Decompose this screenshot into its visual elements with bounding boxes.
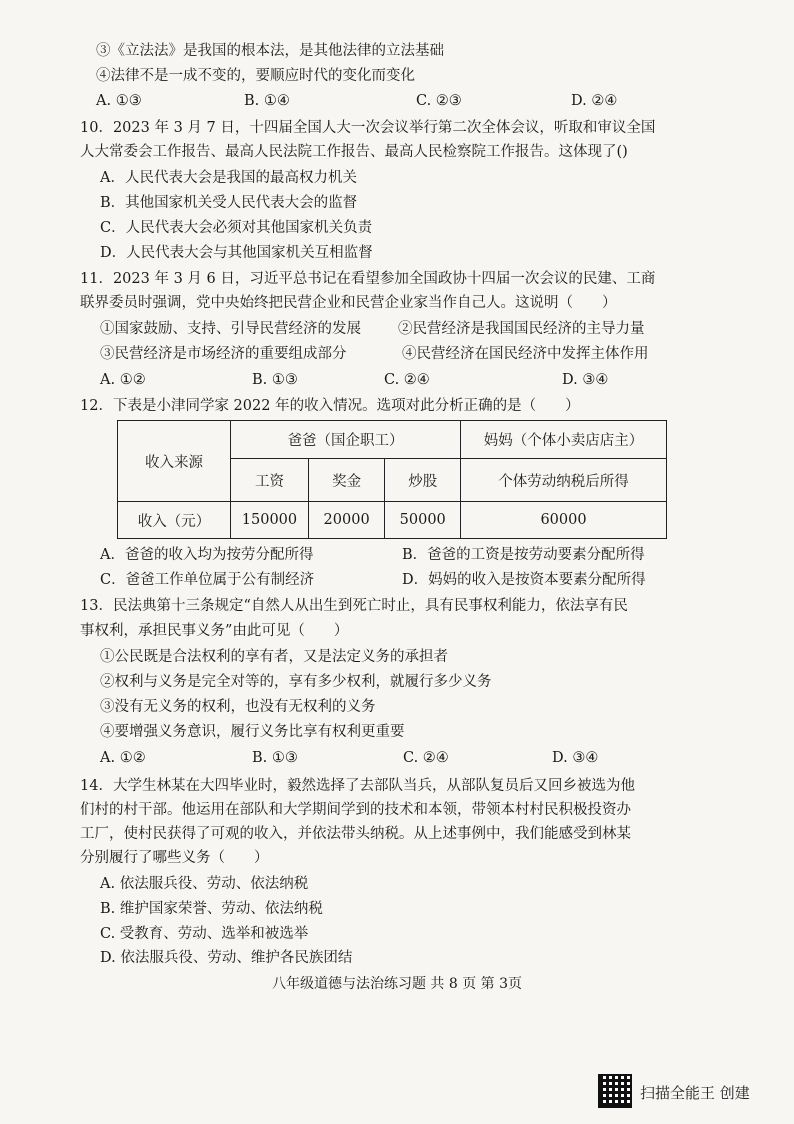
q11-stem-line2: 联界委员时强调，党中央始终把民营企业和民营企业家当作自己人。这说明（ ） bbox=[80, 295, 617, 311]
q13-option-a[interactable]: A. ①② bbox=[100, 750, 146, 766]
q12-option-b[interactable]: B．爸爸的工资是按劳动要素分配所得 bbox=[402, 547, 645, 563]
q13-stem-line1: 13．民法典第十三条规定“自然人从出生到死亡时止，具有民事权利能力，依法享有民 bbox=[80, 598, 628, 614]
table-source-label: 收入来源 bbox=[118, 421, 231, 502]
q14-stem-line1: 14．大学生林某在大四毕业时，毅然选择了去部队当兵，从部队复员后又回乡被选为他 bbox=[80, 778, 635, 794]
q13-item-3: ③没有无义务的权利，也没有无权利的义务 bbox=[100, 699, 376, 715]
q13-item-2: ②权利与义务是完全对等的，享有多少权利，就履行多少义务 bbox=[100, 674, 492, 690]
table-dad-header: 爸爸（国企职工） bbox=[231, 421, 461, 459]
q10-stem-line1: 10．2023 年 3 月 7 日，十四届全国人大一次会议举行第二次全体会议，听取和审议全国 bbox=[80, 120, 656, 136]
q10-option-d[interactable]: D．人民代表大会与其他国家机关互相监督 bbox=[100, 245, 373, 261]
q14-option-d[interactable]: D. 依法服兵役、劳动、维护各民族团结 bbox=[100, 950, 353, 966]
table-subheader-selfemployed: 个体劳动纳税后所得 bbox=[461, 459, 667, 502]
q11-option-c[interactable]: C. ②④ bbox=[384, 372, 430, 388]
q10-option-c[interactable]: C．人民代表大会必须对其他国家机关负责 bbox=[100, 220, 373, 236]
q11-option-d[interactable]: D. ③④ bbox=[562, 372, 609, 388]
bleed-through-artifact bbox=[500, 40, 513, 59]
q14-stem-line3: 工厂，使村民获得了可观的收入，并依法带头纳税。从上述事例中，我们能感受到林某 bbox=[80, 826, 631, 842]
page-footer: 八年级道德与法治练习题 共 8 页 第 3页 bbox=[271, 976, 523, 992]
q9-option-a[interactable]: A. ①③ bbox=[96, 93, 142, 109]
q10-option-b[interactable]: B．其他国家机关受人民代表大会的监督 bbox=[100, 195, 358, 211]
table-value-salary: 150000 bbox=[231, 502, 309, 539]
q11-item-2: ②民营经济是我国国民经济的主导力量 bbox=[398, 321, 645, 337]
table-row-label: 收入（元） bbox=[118, 502, 231, 539]
q10-stem-line2: 人大常委会工作报告、最高人民法院工作报告、最高人民检察院工作报告。这体现了() bbox=[80, 144, 628, 160]
q9-item-3: ③《立法法》是我国的根本法，是其他法律的立法基础 bbox=[96, 43, 444, 59]
q12-option-c[interactable]: C．爸爸工作单位属于公有制经济 bbox=[100, 572, 315, 588]
q13-option-b[interactable]: B. ①③ bbox=[252, 750, 298, 766]
q10-option-a[interactable]: A．人民代表大会是我国的最高权力机关 bbox=[100, 170, 357, 186]
q12-stem: 12．下表是小津同学家 2022 年的收入情况。选项对此分析正确的是（ ） bbox=[80, 398, 580, 414]
q14-option-b[interactable]: B. 维护国家荣誉、劳动、依法纳税 bbox=[100, 901, 323, 917]
q9-option-d[interactable]: D. ②④ bbox=[571, 93, 618, 109]
q11-option-b[interactable]: B. ①③ bbox=[252, 372, 298, 388]
q9-option-c[interactable]: C. ②③ bbox=[416, 93, 462, 109]
qr-code-icon bbox=[598, 1074, 632, 1108]
q9-option-b[interactable]: B. ①④ bbox=[244, 93, 290, 109]
q9-item-4: ④法律不是一成不变的，要顺应时代的变化而变化 bbox=[96, 68, 415, 84]
q14-option-c[interactable]: C. 受教育、劳动、选举和被选举 bbox=[100, 926, 309, 942]
table-value-stocks: 50000 bbox=[385, 502, 461, 539]
q12-option-d[interactable]: D．妈妈的收入是按资本要素分配所得 bbox=[402, 572, 646, 588]
income-table bbox=[117, 420, 667, 539]
q11-stem-line1: 11．2023 年 3 月 6 日，习近平总书记在看望参加全国政协十四届一次会议的民建、工商 bbox=[80, 271, 656, 287]
q12-option-a[interactable]: A．爸爸的收入均为按劳分配所得 bbox=[100, 547, 314, 563]
q11-option-a[interactable]: A. ①② bbox=[100, 372, 146, 388]
table-value-bonus: 20000 bbox=[308, 502, 385, 539]
q14-option-a[interactable]: A. 依法服兵役、劳动、依法纳税 bbox=[100, 876, 309, 892]
q11-item-3: ③民营经济是市场经济的重要组成部分 bbox=[100, 346, 347, 362]
q11-item-4: ④民营经济在国民经济中发挥主体作用 bbox=[402, 346, 649, 362]
scanner-watermark bbox=[598, 1074, 780, 1110]
table-mom-header: 妈妈（个体小卖店店主） bbox=[461, 421, 667, 459]
table-subheader-stocks: 炒股 bbox=[385, 459, 461, 502]
q11-item-1: ①国家鼓励、支持、引导民营经济的发展 bbox=[100, 321, 361, 337]
q13-stem-line2: 事权利，承担民事义务”由此可见（ ） bbox=[80, 623, 349, 639]
q13-item-4: ④要增强义务意识，履行义务比享有权利更重要 bbox=[100, 724, 405, 740]
q13-item-1: ①公民既是合法权利的享有者，又是法定义务的承担者 bbox=[100, 649, 448, 665]
table-subheader-salary: 工资 bbox=[231, 459, 309, 502]
q14-stem-line4: 分别履行了哪些义务（ ） bbox=[80, 850, 269, 866]
table-value-selfemployed: 60000 bbox=[461, 502, 667, 539]
q14-stem-line2: 们村的村干部。他运用在部队和大学期间学到的技术和本领，带领本村村民积极投资办 bbox=[80, 802, 631, 818]
scanner-label: 扫描全能王 创建 bbox=[640, 1084, 750, 1102]
q13-option-d[interactable]: D. ③④ bbox=[552, 750, 599, 766]
q13-option-c[interactable]: C. ②④ bbox=[403, 750, 449, 766]
table-subheader-bonus: 奖金 bbox=[308, 459, 385, 502]
